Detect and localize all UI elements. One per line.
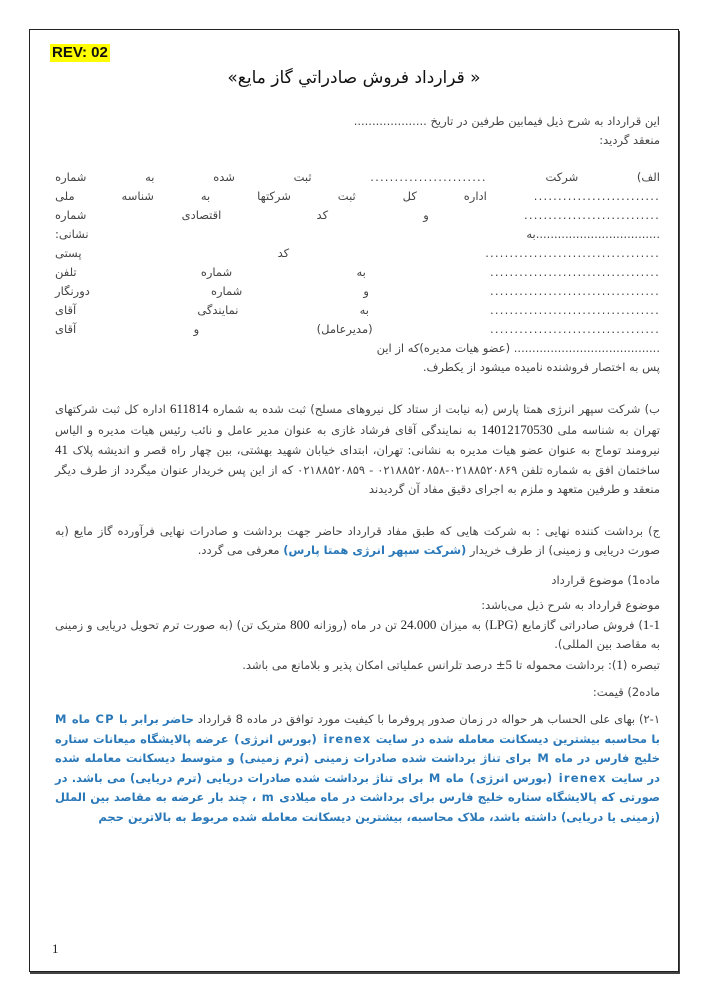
party-a-word: اداره [463, 189, 487, 203]
party-a-word: و [193, 322, 200, 336]
party-a-word: دورنگار [55, 284, 90, 298]
party-c-text: ج) برداشت کننده نهایی : به شرکت هایی که طبق مفاد قرارداد حاضر جهت برداشت و صادرات نهایی فرآورده گاز مایع (به صورت دریایی و زمینی) از طرف خریدار [55, 523, 660, 557]
intro-line-1: این قرارداد به شرح ذیل فیمابین طرفین در تاریخ .................... [353, 114, 660, 128]
party-a-word: شرکتها [257, 189, 291, 203]
party-a-line [55, 206, 660, 225]
buyer-company-highlight: (شرکت سپهر انرژی همتا پارس) [283, 543, 467, 557]
article-1-note: تبصره (1): برداشت محموله تا 5± درصد تلرانس عملیاتی امکان پذیر و بلامانع می باشد. [242, 656, 660, 672]
party-a-line [55, 282, 660, 301]
party-a-word: .......................... [533, 189, 660, 203]
party-a-word: آقای [55, 303, 77, 317]
latin-token: 800 [290, 616, 310, 632]
article-1-heading: ماده1) موضوع قرارداد [551, 572, 660, 587]
party-a-word: نمایندگی [197, 303, 239, 317]
party-a-word: ........................................ (عضو هیات مدیره)که از این [376, 341, 660, 355]
party-a-word: کد [316, 208, 329, 222]
party-a-word: شرکت [545, 170, 579, 184]
party-a-closing: پس به اختصار فروشنده نامیده میشود از یکطرف. [422, 360, 660, 374]
party-a-word: پستی [55, 246, 82, 260]
revision-label: REV: 02 [52, 44, 108, 61]
party-a-word: ................................... [490, 303, 660, 317]
party-a-word: ................................... [490, 284, 660, 298]
article-1-clause: 1-1) فروش صادراتی گازمایع (LPG) به میزان 24.000 تن در ماه (روزانه 800 متریک تن) (به صورت ترم تحویل دریایی و زمینی به مقاصد بین المللی). [55, 616, 660, 651]
party-a-line [55, 301, 660, 320]
party-a-word: آقای [55, 322, 77, 336]
document-body [55, 112, 660, 827]
party-a-line [55, 263, 660, 282]
party-a-line [55, 225, 660, 244]
latin-token: 14012170530 [481, 421, 553, 437]
party-a-word: الف) [636, 170, 660, 184]
party-c-paragraph [55, 522, 660, 561]
party-a-word: ..................................به [526, 227, 660, 241]
article-2-clause-highlight: حاضر برابر با CP ماه M با محاسبه بیشترین دیسکانت معامله شده در سایت irenex (بورس انرژی) عرضه پالایشگاه میعانات ستاره خلیج فارس در ماه M برای تناژ برداشت شده صادرات زمینی (ترم زمینی) و متوسط دیسکانت معامله شده در سایت irenex (بورس انرژی) ماه M برای تناژ برداشت شده صادرات دریایی (ترم دریایی) می باشد. در صورتی که پالایشگاه ستاره خلیج فارس برای برداشت در ماه میلادی m ، چند بار عرضه به مقاصد بین الملل (زمینی یا دریایی) داشته باشد، ملاک محاسبه، بیشترین دیسکانت معامله شده مربوط به بالاترین حجم [55, 712, 660, 824]
party-a-word: ملی [55, 189, 75, 203]
party-a-word: کد [277, 246, 290, 260]
latin-token: 5 [505, 656, 513, 672]
party-a-word: به [356, 265, 366, 279]
party-a-word: اقتصادی [181, 208, 222, 222]
article-2-heading: ماده2) قیمت: [592, 685, 660, 699]
party-a-word: شماره [200, 265, 233, 279]
party-a-line [55, 187, 660, 206]
party-a-word: نشانی: [55, 227, 89, 241]
article-2-clause [55, 710, 660, 827]
party-a-word: شماره [55, 208, 87, 222]
party-a-word: ............................ [524, 208, 660, 222]
party-a-line [55, 339, 660, 358]
latin-token: 1 [642, 616, 650, 632]
party-a-word: شماره [210, 284, 243, 298]
party-a-line [55, 320, 660, 339]
intro-line-2: منعقد گردید: [599, 133, 660, 147]
article-2-clause-start: ۲-۱) بهای علی الحساب هر حواله در زمان صدور پروفرما با کیفیت مورد توافق در ماده 8 قرارداد [193, 712, 661, 726]
party-a-line [55, 168, 660, 187]
party-a-word: و [423, 208, 429, 222]
latin-token: 41 [55, 442, 68, 457]
document-page [29, 29, 679, 972]
latin-token: 24.000 [400, 616, 437, 632]
latin-token: 1 [616, 656, 623, 672]
party-a-word: شده [213, 170, 235, 184]
party-a-word: به [200, 189, 211, 203]
party-a-word: کل [402, 189, 417, 203]
party-a-word: ثبت [293, 170, 312, 184]
party-a-word: ................................... [490, 265, 660, 279]
party-a-word: به [145, 170, 155, 184]
page-number: 1 [52, 941, 59, 956]
party-a-word: به [359, 303, 369, 317]
latin-token: 611814 [170, 401, 209, 416]
party-a-word: ........................ [370, 170, 487, 184]
party-a-word: شماره [55, 170, 87, 184]
party-a-line [55, 244, 660, 263]
latin-token: LPG [489, 616, 514, 632]
party-a-word: شناسه [121, 189, 154, 203]
document-title: « قرارداد فروش صادراتي گاز مايع» [227, 68, 481, 88]
article-1-intro: موضوع قرارداد به شرح ذیل می‌باشد: [481, 597, 660, 612]
party-a-word: .................................... [485, 246, 660, 260]
party-a-word: (مدیرعامل) [316, 322, 373, 336]
latin-token: 1 [653, 616, 660, 632]
party-c-tail: معرفی می گردد. [197, 543, 284, 557]
party-a-word: و [363, 284, 369, 298]
party-a-word: ثبت [337, 189, 356, 203]
party-a-word: ................................... [490, 322, 660, 336]
party-a-word: تلفن [55, 265, 77, 279]
party-a-section [55, 168, 660, 358]
party-b-paragraph: ب) شرکت سپهر انرژی همتا پارس (به نیابت از ستاد کل نیروهای مسلح) ثبت شده به شماره 611814 اداره کل ثبت شرکتهای تهران به شناسه ملی 14012170530 به نمایندگی آقای فرشاد غازی به عنوان مدیر عامل و نائب رئیس هیات مدیره و الیاس نیرومند توماج به عنوان عضو هیات مدیره به نشانی: تهران، ابتدای خیابان شهید بهشتی، بین چهار راه قصر و اندیشه پلاک 41 ساختمان افق به شماره تلفن ۰۲۱۸۸۵۲۰۸۶۹-۰۲۱۸۸۵۲۰۸۵۸ - ۰۲۱۸۸۵۲۰۸۵۹ که از این پس خریدار عنوان میگردد از طرف دیگر منعقد و طرفین متعهد و ملزم به اجرای دقیق مفاد آن گردیدند [55, 401, 660, 496]
